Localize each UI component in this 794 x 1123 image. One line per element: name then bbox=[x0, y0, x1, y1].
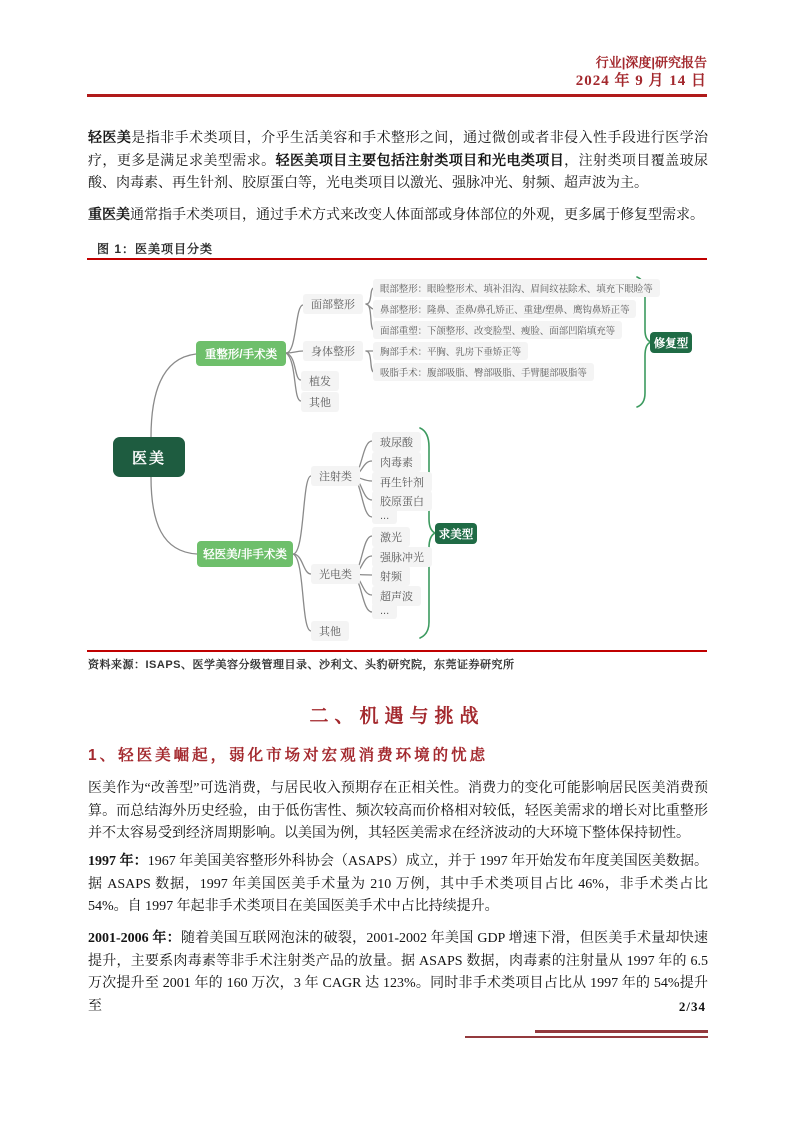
subsection-heading: 1、轻医美崛起，弱化市场对宏观消费环境的忧虑 bbox=[88, 747, 489, 764]
mindmap-node-injection: 注射类 bbox=[311, 466, 360, 486]
term-light-projects: 轻医美项目主要包括注射类项目和光电类项目 bbox=[275, 153, 565, 169]
brace-beauty bbox=[420, 428, 435, 638]
mindmap-leaf-laser: 激光 bbox=[372, 527, 410, 547]
mindmap-leaf-rf: 射频 bbox=[372, 566, 410, 586]
mindmap-branch-surgical: 重整形/手术类 bbox=[196, 341, 286, 366]
mindmap-node-other-surgical: 其他 bbox=[301, 392, 339, 412]
mindmap-leaf-ultrasound: 超声波 bbox=[372, 586, 421, 606]
figure-title-rule bbox=[87, 258, 707, 260]
mindmap-leaf-regenerative: 再生针剂 bbox=[372, 472, 432, 492]
figure-source: 资料来源：ISAPS、医学美容分级管理目录、沙利文、头豹研究院，东莞证券研究所 bbox=[88, 659, 515, 671]
header-rule bbox=[87, 94, 707, 97]
report-category: 行业|深度|研究报告 bbox=[595, 55, 707, 70]
paragraph-text: 通常指手术类项目，通过手术方式来改变人体面部或身体部位的外观，更多属于修复型需求。 bbox=[130, 208, 704, 223]
paragraph-text: 随着美国互联网泡沫的破裂，2001-2002 年美国 GDP 增速下滑，但医美手术量却快速提升，主要系肉毒素等非手术注射类产品的放量。据 ASAPS 数据，肉毒素的注射量从 1997 年的 6.5 万次提升至 2001 年的 160 万次，3 年 CAGR 达 123%。同时非手术类项目占比从 1997 年的 54%提升至 bbox=[88, 931, 708, 1014]
term-heavy-aesthetics: 重医美 bbox=[88, 208, 130, 223]
mindmap-branch-light: 轻医美/非手术类 bbox=[197, 541, 293, 567]
mindmap-leaf-nose: 鼻部整形：隆鼻、歪鼻/鼻孔矫正、重建/塑鼻、鹰钩鼻矫正等 bbox=[373, 300, 636, 318]
term-year-1997: 1997 年： bbox=[88, 854, 148, 869]
mindmap-leaf-liposuction: 吸脂手术：腹部吸脂、臀部吸脂、手臂腿部吸脂等 bbox=[373, 363, 594, 381]
paragraph-text: 1967 年美国美容整形外科协会（ASAPS）成立，并于 1997 年开始发布年度美国医美数据。据 ASAPS 数据，1997 年美国医美手术量为 210 万例，其中手术类项目占比 46%，非手术类占比 54%。自 1997 年起非手术类项目在美国医美手术中占比持续提升。 bbox=[88, 854, 709, 914]
mindmap-node-face: 面部整形 bbox=[303, 294, 363, 314]
mindmap-node-other-light: 其他 bbox=[311, 621, 349, 641]
paragraph-1997 bbox=[88, 851, 708, 919]
paragraph-light-aesthetics bbox=[88, 128, 708, 196]
mindmap-leaf-botox: 肉毒素 bbox=[372, 452, 421, 472]
mindmap-leaf-collagen: 胶原蛋白 bbox=[372, 491, 432, 511]
footer-rule-thick bbox=[535, 1030, 708, 1033]
mindmap-label-beauty-type: 求美型 bbox=[435, 523, 477, 544]
report-date: 2024 年 9 月 14 日 bbox=[575, 73, 707, 89]
mindmap-node-hair: 植发 bbox=[301, 371, 339, 391]
paragraph-macro-consumption bbox=[88, 778, 708, 846]
figure-source-rule bbox=[87, 650, 707, 652]
term-year-2001-2006: 2001-2006 年： bbox=[88, 931, 181, 946]
mindmap-leaf-hyaluronic: 玻尿酸 bbox=[372, 432, 421, 452]
paragraph-heavy-aesthetics bbox=[88, 205, 708, 228]
mindmap-leaf-injection-more: ... bbox=[372, 508, 397, 524]
mindmap-label-repair-type: 修复型 bbox=[650, 332, 692, 353]
term-light-aesthetics: 轻医美 bbox=[88, 131, 132, 146]
mindmap-node-body: 身体整形 bbox=[303, 341, 363, 361]
mindmap-leaf-ipl: 强脉冲光 bbox=[372, 547, 432, 567]
paragraph-text: 医美作为“改善型”可选消费，与居民收入预期存在正相关性。消费力的变化可能影响居民医美消费预算。而总结海外历史经验，由于低伤害性、频次较高而价格相对较低，轻医美需求的增长对比重整形并不太容易受到经济周期影响。以美国为例，其轻医美需求在经济波动的大环境下整体保持韧性。 bbox=[88, 781, 708, 841]
footer-rule-thin bbox=[465, 1036, 708, 1038]
mindmap-leaf-face-reshape: 面部重塑：下颌整形、改变脸型、瘦脸、面部凹陷填充等 bbox=[373, 321, 622, 339]
mindmap-leaf-optic-more: ... bbox=[372, 603, 397, 619]
figure-title: 图 1：医美项目分类 bbox=[97, 242, 214, 256]
paragraph-text: ，注射类项目覆盖玻尿酸、肉毒素、再生针剂、胶原蛋白等，光电类项目以激光、强脉冲光、射频、超声波为主。 bbox=[88, 153, 709, 191]
mindmap-leaf-breast: 胸部手术：平胸、乳房下垂矫正等 bbox=[373, 342, 528, 360]
mindmap-root-node: 医美 bbox=[113, 437, 185, 477]
mindmap-node-optic: 光电类 bbox=[311, 564, 360, 584]
section-heading: 二、机遇与挑战 bbox=[309, 706, 485, 727]
paragraph-text: 是指非手术类项目，介乎生活美容和手术整形之间，通过微创或者非侵入性手段进行医学治疗，更多是满足求美型需求。 bbox=[88, 131, 709, 169]
mindmap-leaf-eye: 眼部整形：眼睑整形术、填补泪沟、眉间纹祛除术、填充下眼睑等 bbox=[373, 279, 660, 297]
page-number: 2/34 bbox=[678, 999, 706, 1014]
paragraph-2001-2006 bbox=[88, 928, 708, 1018]
